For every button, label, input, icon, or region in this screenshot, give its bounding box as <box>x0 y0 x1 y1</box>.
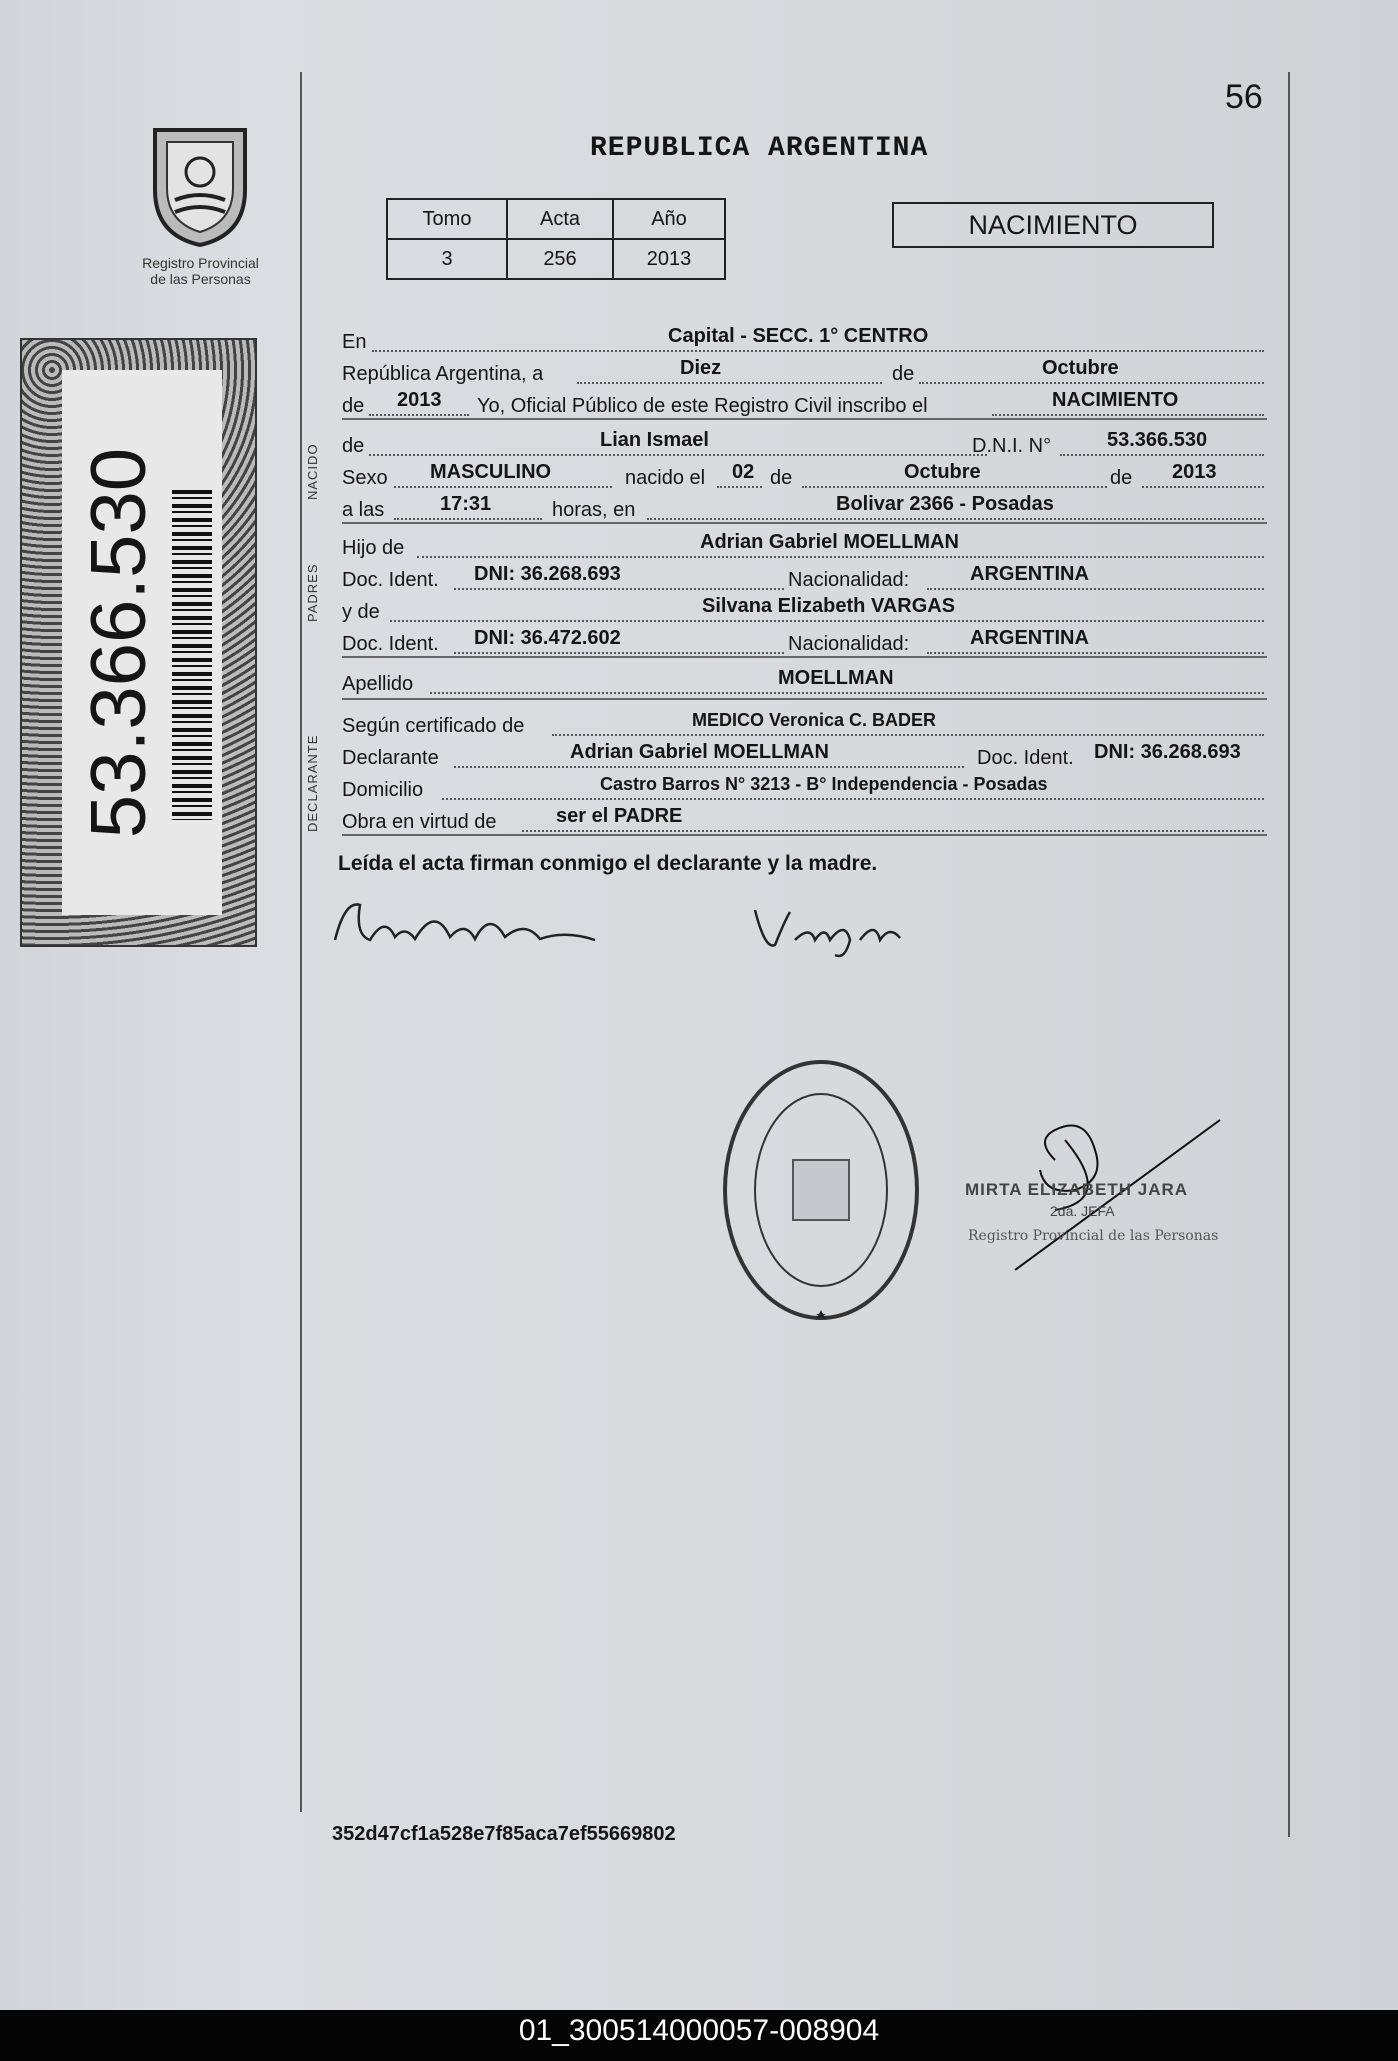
label-dni: D.N.I. N° <box>972 435 1052 457</box>
province-seal-logo <box>145 120 255 248</box>
logo-caption-line1: Registro Provincial <box>142 255 259 271</box>
logo-caption <box>118 255 283 287</box>
row-hora <box>342 493 1264 524</box>
label-doc2: Doc. Ident. <box>342 633 439 655</box>
label-nacionalidad2: Nacionalidad: <box>788 633 910 655</box>
label-de5: de <box>1110 467 1133 489</box>
label-en: En <box>342 331 367 353</box>
value-year: 2013 <box>397 389 442 411</box>
signature-declarant <box>325 895 625 966</box>
row-mother-doc <box>342 627 1264 658</box>
value-domicilio: Castro Barros N° 3213 - B° Independencia - Posadas <box>600 774 1048 794</box>
value-child-dni: 53.366.530 <box>1107 429 1208 451</box>
header-acta: Acta <box>507 199 613 239</box>
value-apellido: MOELLMAN <box>778 667 894 689</box>
value-birth-time: 17:31 <box>440 493 492 515</box>
label-de2: de <box>342 395 365 417</box>
row-sexo <box>342 461 1264 492</box>
divider-4 <box>342 698 1267 700</box>
label-de4: de <box>770 467 793 489</box>
label-obra: Obra en virtud de <box>342 811 497 833</box>
label-hijo: Hijo de <box>342 537 405 559</box>
value-father: Adrian Gabriel MOELLMAN <box>700 531 959 553</box>
label-inscribe: Yo, Oficial Público de este Registro Civil inscribo el <box>477 395 928 417</box>
divider-1 <box>342 418 1267 420</box>
label-de3: de <box>342 435 365 457</box>
barcode-bars <box>172 490 212 820</box>
label-yde: y de <box>342 601 380 623</box>
value-birth-year: 2013 <box>1172 461 1217 483</box>
closing-statement: Leída el acta firman conmigo el declarante y la madre. <box>338 852 878 875</box>
value-declarante: Adrian Gabriel MOELLMAN <box>570 741 829 763</box>
value-birth-day: 02 <box>732 461 755 483</box>
value-acta: 256 <box>507 239 613 279</box>
value-event: NACIMIENTO <box>1052 389 1179 411</box>
label-sexo: Sexo <box>342 467 388 489</box>
divider-3 <box>342 656 1267 658</box>
page-number: 56 <box>1225 78 1263 116</box>
value-mother-doc: DNI: 36.472.602 <box>474 627 621 649</box>
label-declarante: Declarante <box>342 747 439 769</box>
section-label-nacido: NACIDO <box>305 443 320 500</box>
section-label-padres: PADRES <box>305 563 320 622</box>
row-apellido <box>342 667 1264 698</box>
value-mother: Silvana Elizabeth VARGAS <box>702 595 956 617</box>
official-name: MIRTA ELIZABETH JARA <box>965 1180 1189 1199</box>
label-horas: horas, en <box>552 499 636 521</box>
value-obra: ser el PADRE <box>556 805 683 827</box>
official-title: 2da. JEFA <box>1050 1203 1115 1219</box>
official-office: Registro Provincial de las Personas <box>968 1228 1219 1244</box>
row-father-doc <box>342 563 1264 594</box>
row-fecha <box>342 357 1264 388</box>
value-child-name: Lian Ismael <box>600 429 709 451</box>
section-label-declarante: DECLARANTE <box>305 734 320 832</box>
row-declarante <box>342 741 1264 772</box>
value-ano: 2013 <box>613 239 725 279</box>
divider-2 <box>342 522 1267 524</box>
row-inscribe <box>342 389 1264 420</box>
divider-5 <box>342 834 1267 836</box>
label-domicilio: Domicilio <box>342 779 424 801</box>
row-obra <box>342 805 1264 836</box>
value-father-doc: DNI: 36.268.693 <box>474 563 621 585</box>
label-alas: a las <box>342 499 385 521</box>
row-certificado <box>342 712 1264 740</box>
value-birth-month: Octubre <box>904 461 981 483</box>
official-stamp <box>718 1055 924 1325</box>
row-nacido-name <box>342 429 1264 460</box>
row-domicilio <box>342 776 1264 804</box>
value-cert: MEDICO Veronica C. BADER <box>692 710 937 730</box>
document-title: REPUBLICA ARGENTINA <box>590 133 929 164</box>
logo-caption-line2: de las Personas <box>150 271 251 287</box>
label-country: República Argentina, a <box>342 363 544 385</box>
value-father-nat: ARGENTINA <box>970 563 1089 585</box>
label-de: de <box>892 363 915 385</box>
barcode-inner <box>62 370 222 915</box>
value-tomo: 3 <box>387 239 507 279</box>
value-month: Octubre <box>1042 357 1119 379</box>
label-cert: Según certificado de <box>342 715 525 737</box>
label-doc: Doc. Ident. <box>342 569 439 591</box>
signature-mother <box>750 900 910 971</box>
left-margin-line <box>300 72 302 1812</box>
footer-file-id: 01_300514000057-008904 <box>518 2014 880 2047</box>
value-declarante-doc: DNI: 36.268.693 <box>1094 741 1241 763</box>
right-margin-line <box>1288 72 1290 1837</box>
row-ymadre <box>342 595 1264 626</box>
row-hijo <box>342 531 1264 562</box>
label-nacido-el: nacido el <box>625 467 706 489</box>
registry-table <box>386 198 726 280</box>
document-hash: 352d47cf1a528e7f85aca7ef55669802 <box>332 1823 676 1845</box>
value-sexo: MASCULINO <box>430 461 552 483</box>
row-en <box>342 325 1264 356</box>
label-nacionalidad: Nacionalidad: <box>788 569 910 591</box>
value-day-word: Diez <box>680 357 722 379</box>
value-place: Capital - SECC. 1° CENTRO <box>668 325 929 347</box>
header-ano: Año <box>613 199 725 239</box>
barcode-label <box>20 338 257 947</box>
header-tomo: Tomo <box>387 199 507 239</box>
record-type-box: NACIMIENTO <box>892 202 1214 248</box>
label-apellido: Apellido <box>342 673 414 695</box>
barcode-number: 53.366.530 <box>73 447 162 838</box>
value-mother-nat: ARGENTINA <box>970 627 1089 649</box>
value-birth-place: Bolivar 2366 - Posadas <box>836 493 1054 515</box>
label-doc3: Doc. Ident. <box>977 747 1074 769</box>
